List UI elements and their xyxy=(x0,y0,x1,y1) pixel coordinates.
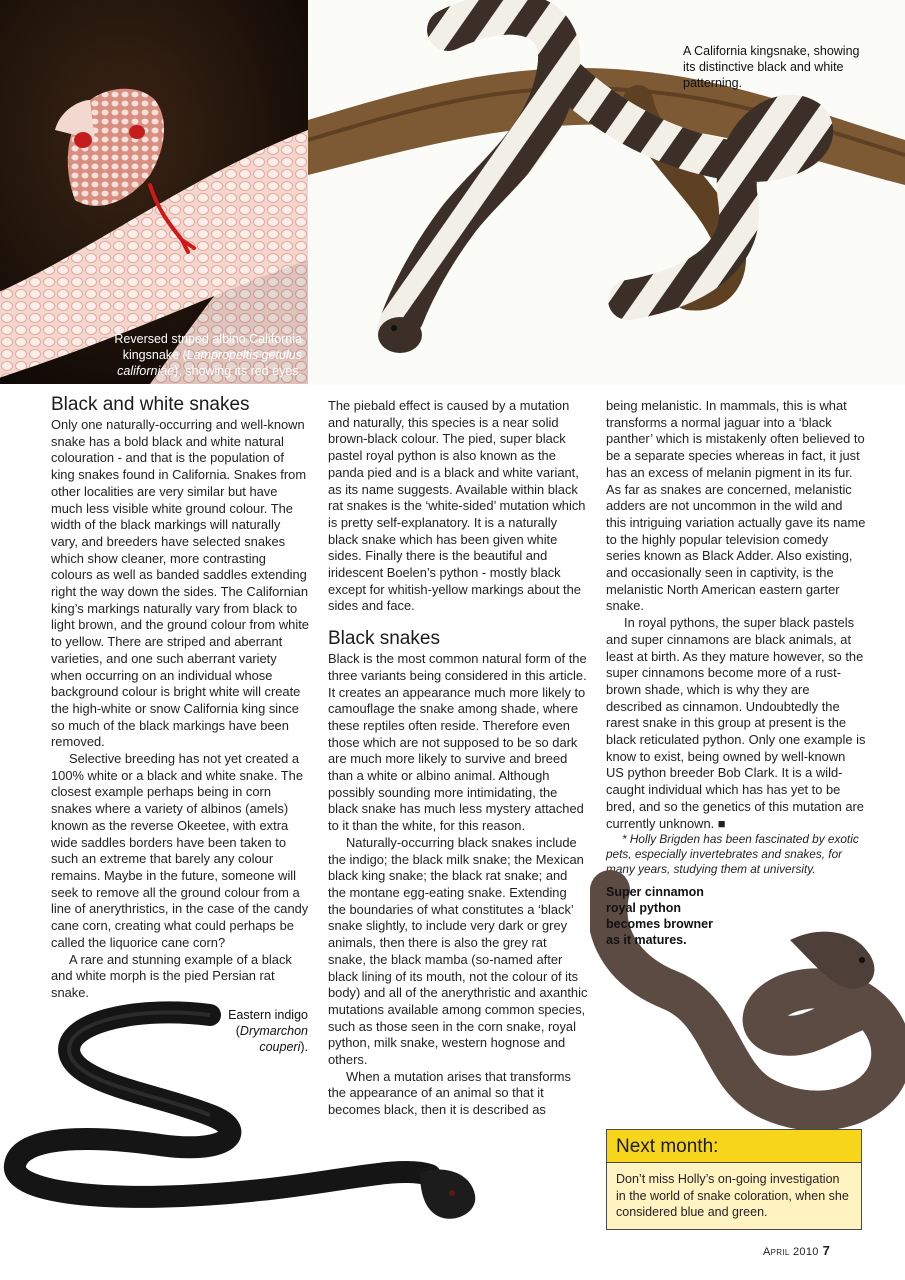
end-mark: ■ xyxy=(714,815,726,831)
paragraph: When a mutation arises that transforms the appearance of an animal so that it becomes black, then it is described as xyxy=(328,1068,571,1118)
article-column-3 xyxy=(606,398,866,877)
next-month-text: Don’t miss Holly’s on-going investigation in the world of snake coloration, when she considered blue and green. xyxy=(616,1172,849,1219)
paragraph: Naturally-occurring black snakes include the indigo; the black milk snake; the Mexican black king snake; the black rat snake; and the montane egg-eating snake. Extending the boundaries of what constitutes a ‘black’ snake slightly, to include very dark or grey animals, then there is also the grey rat snake, the black mamba (so-named after black lining of its mouth, not the colour of its body) and all of the anerythristic and axanthic mutations available among common species, such as those seen in the corn snake, royal python, milk snake, western hognose and others. xyxy=(328,834,588,1068)
heading-black-snakes: Black snakes xyxy=(328,628,440,650)
next-month-title: Next month: xyxy=(607,1130,861,1163)
paragraph: Selective breeding has not yet created a 100% white or a black and white snake. The closest example perhaps being in corn snakes where a variety of albinos (amels) known as the reverse Okeetee, with extra wide saddles borders have been taken to such an extreme that barely any colour remains. Maybe in the future, someone will seek to remove all the ground colour from a line of anerythristics, in the case of the candy cane corn, creating what could perhaps be called the liquorice cane corn? xyxy=(51,751,309,950)
issue-date: April 2010 xyxy=(763,1246,819,1258)
page-folio xyxy=(763,1243,830,1258)
albino-kingsnake-photo xyxy=(0,0,308,384)
kingsnake-caption: A California kingsnake, showing its distinctive black and white patterning. xyxy=(683,44,860,90)
paragraph: In royal pythons, the super black pastels and super cinnamons are black animals, at least at birth. As they mature however, so the super cinnamons become more of a rust-brown shade, which is why they are described as cinnamon. Undoubtedly the rarest snake in this group at present is the black reticulated python. Only one example is know to exist, being owned by well-known US python breeder Bob Clark. It is a wild-caught individual which has has yet to be bred, and so the genetics of this mutation are currently unknown. ■ xyxy=(606,615,866,831)
article-column-1 xyxy=(51,394,309,1002)
paragraph-continued: being melanistic. In mammals, this is what transforms a normal jaguar into a ‘black panther’ which is mistakenly often believed to be a separate species whereas in fact, it just has an excess of melanin pigment in its fur. As far as snakes are concerned, melanistic adders are not uncommon in the wild and this intriguing variation actually gave its name to the highly popular television comedy series known as Black Adder. Also existing, and occasionally seen in captivity, is the melanistic North American eastern garter snake. xyxy=(606,398,866,614)
indigo-caption: Eastern indigo (Drymarchon couperi). xyxy=(228,1008,308,1054)
heading-black-and-white-snakes: Black and white snakes xyxy=(51,394,250,415)
paragraph-continued: The piebald effect is caused by a mutation and naturally, this species is a near solid brown-black colour. The pied, super black pastel royal python is also known as the panda pied and is a black and white variant, as its name suggests. Available within black rat snakes is the ‘white-sided’ mutation which is pretty self-explanatory. It is a naturally black snake which has been given white sides. Finally there is the beautiful and iridescent Boelen’s python - mostly black except for whitish-yellow markings about the sides and face. xyxy=(328,398,586,614)
paragraph: A rare and stunning example of a black and white morph is the pied Persian rat snake. xyxy=(51,951,292,1000)
albino-caption: Reversed striped albino California kingsnake (Lampropeltis getulus californiae), showing its red eyes. xyxy=(114,332,302,378)
page-number: 7 xyxy=(822,1243,831,1258)
author-byline: * Holly Brigden has been fascinated by exotic pets, especially invertebrates and snakes, for many years, studying them at university. xyxy=(606,832,859,877)
cinnamon-caption: Super cinnamon royal python becomes browner as it matures. xyxy=(606,885,713,947)
next-month-box xyxy=(606,1129,862,1230)
paragraph: Black is the most common natural form of the three variants being considered in this article. It creates an appearance much more likely to camouflage the snake among shade, where these reptiles often reside. Therefore even those which are not supposed to be so dark are much more likely to survive and breed than a white or albino animal. Although possibly sounding more intimidating, the black snake has much less mystery attached to it than the white, for this reason. xyxy=(328,651,587,834)
paragraph: Only one naturally-occurring and well-known snake has a bold black and white natural colouration - and that is the population of king snakes found in California. Snakes from other localities are very similar but have much less visible white ground colour. The width of the black markings will naturally vary, and breeders have selected snakes which show cleaner, more contrasting colours as well as banded saddles extending right the way down the sides. The Californian king’s markings naturally vary from black to light brown, and the ground colour from white to yellow. There are striped and aberrant varieties, and one such aberrant variety when occurring on an individual whose background colour is bright white will create the high-white or snow California king since so much of the black markings have been removed. xyxy=(51,417,309,750)
